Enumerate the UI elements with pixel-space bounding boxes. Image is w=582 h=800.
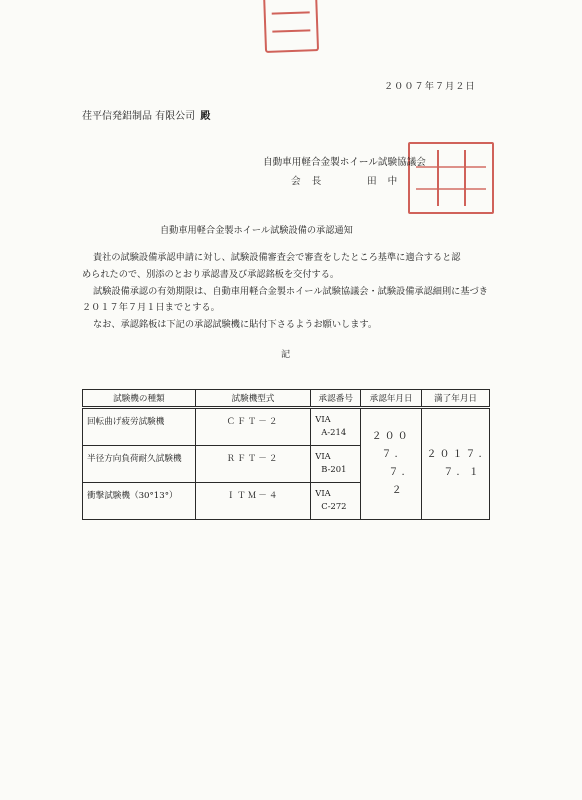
recipient-honorific: 殿 [200,111,211,122]
row-type: 半径方向負荷耐久試験機 [83,446,196,483]
expiry-date: ２０１７. ７. １ [422,408,490,520]
header-model: 試験機型式 [195,390,311,408]
table-header-row [83,390,490,408]
row-approval-number: VIA A-214 [311,408,361,446]
header-approval-number: 承認番号 [311,390,361,408]
recipient-name: 荏平信発鋁制品 有限公司 [82,111,196,122]
subject-line: 自動車用軽合金製ホイール試験設備の承認通知 [160,225,353,236]
table-row [83,408,490,446]
body-line-2: められたので、別添のとおり承認書及び承認銘板を交付する。 [82,269,340,280]
ki-notation: 記 [281,349,291,360]
header-expiry-date: 満了年月日 [422,390,490,408]
recipient [82,111,210,123]
organization-seal-stamp [408,142,494,214]
sender-title: 会 長 [291,176,322,187]
row-approval-number: VIA B-201 [311,446,361,483]
header-type: 試験機の種類 [83,390,196,408]
row-type: 回転曲げ疲労試験機 [83,408,196,446]
sender-organization: 自動車用軽合金製ホイール試験協議会 [263,157,426,168]
top-seal-stamp [263,0,319,53]
row-type: 衝撃試験機（30°13°） [83,483,196,520]
body-line-3: 試験設備承認の有効期限は、自動車用軽合金製ホイール試験協議会・試験設備承認細則に基づき [93,286,488,297]
row-approval-number: VIA C-272 [311,483,361,520]
approval-date: ２００７. ７. ２ [361,408,422,520]
sender-name: 田 中 [367,176,398,187]
body-line-5: なお、承認銘板は下記の承認試験機に貼付下さるようお願いします。 [93,319,378,330]
header-approval-date: 承認年月日 [361,390,422,408]
body-line-1: 貴社の試験設備承認申請に対し、試験設備審査会で審査をしたところ基準に適合すると認 [93,252,461,263]
row-model: ＩＴＭ－４ [195,483,311,520]
row-model: ＲＦＴ－２ [195,446,311,483]
equipment-table [82,389,490,520]
document-date: ２００７年７月２日 [384,81,476,92]
body-line-4: ２０１７年７月１日までとする。 [82,302,220,313]
row-model: ＣＦＴ－２ [195,408,311,446]
